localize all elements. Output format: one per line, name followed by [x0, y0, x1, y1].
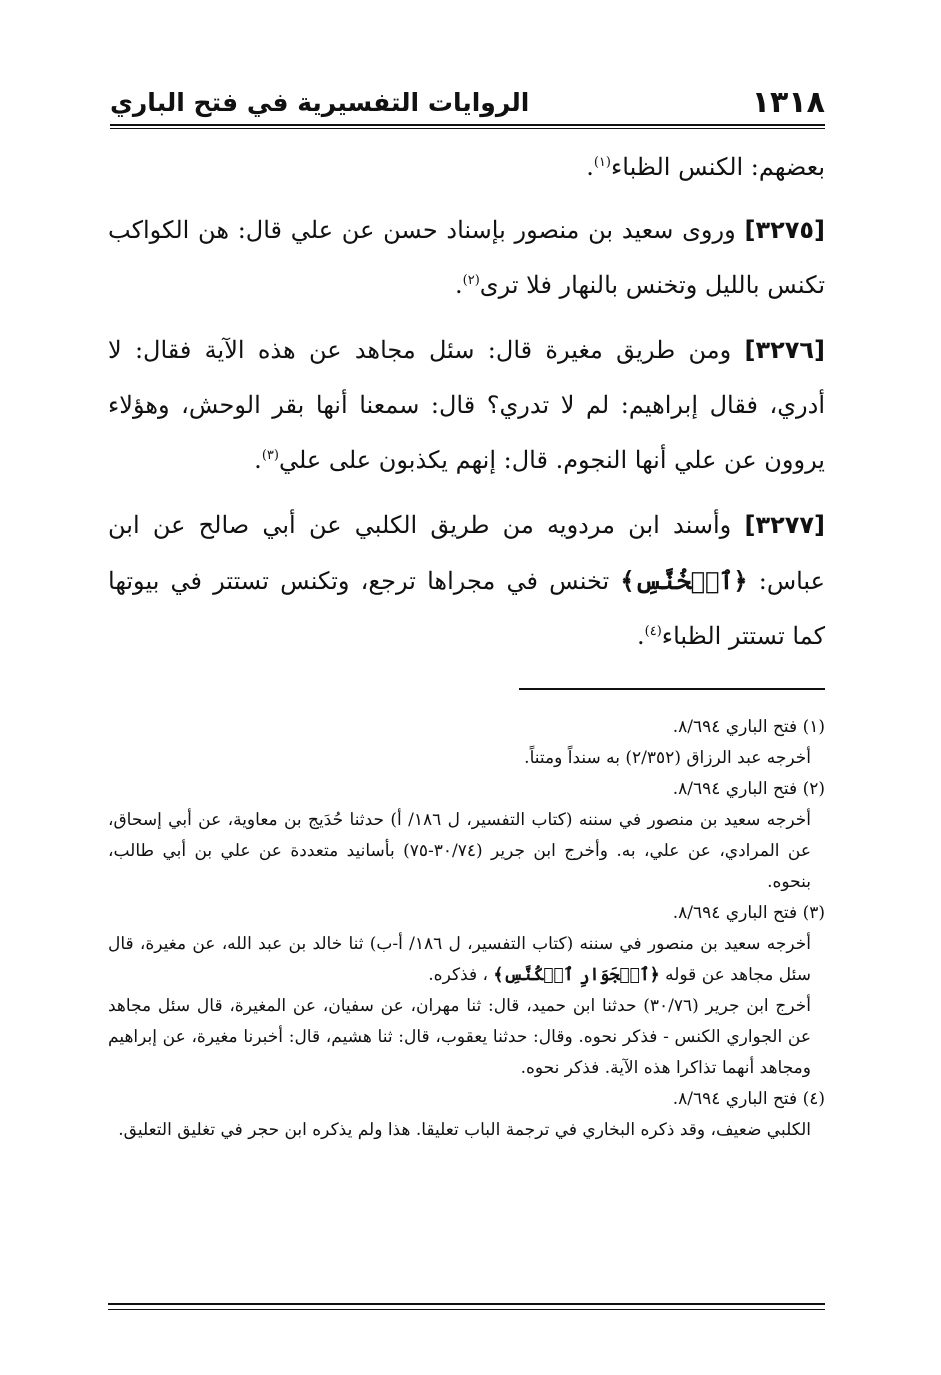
- footnote-4-body: الكلبي ضعيف، وقد ذكره البخاري في ترجمة الباب تعليقا. هذا ولم يذكره ابن حجر في تغليق التعليق.: [118, 1120, 811, 1140]
- footnote-3-body-2: أخرج ابن جرير (٣٠/٧٦) حدثنا ابن حميد، قال: ثنا مهران، عن سفيان، عن المغيرة، قال سئل مجاهد عن الجواري الكنس - فذكر نحوه. وقال: حدثنا يعقوب، قال: ثنا هشيم، قال: أخبرنا مغيرة، عن إبراهيم ومجاهد أنهما تذاكرا هذه الآية. فذكر نحوه.: [108, 996, 811, 1078]
- period: .: [637, 622, 645, 650]
- footnote-marker: (٤): [644, 624, 662, 639]
- narration-3276: [108, 323, 825, 488]
- paragraph-text: وأسند ابن مردويه من طريق الكلبي عن أبي صالح عن ابن عباس:: [108, 511, 825, 595]
- quran-quote: ﴿ٱلۡجَوَارِ ٱلۡكُنَّسِ﴾: [493, 965, 660, 985]
- narration-number: [٣٢٧٧]: [744, 511, 825, 539]
- main-text: [108, 140, 825, 674]
- footnote-4-head: (٤) فتح الباري ٨/٦٩٤.: [672, 1089, 825, 1109]
- period: .: [455, 271, 463, 299]
- header-rule-thin: [110, 128, 825, 129]
- bottom-rule: [108, 1303, 825, 1305]
- footnote-2-head: (٢) فتح الباري ٨/٦٩٤.: [672, 779, 825, 799]
- paragraph-continuation: [108, 140, 825, 195]
- footnotes: [108, 712, 825, 1146]
- bottom-rule-thin: [108, 1309, 825, 1310]
- footnote-3-body-1: [108, 929, 825, 991]
- paragraph-text: وروى سعيد بن منصور بإسناد حسن عن علي قال: هن الكواكب تكنس بالليل وتخنس بالنهار فلا ترى: [108, 216, 825, 299]
- period: .: [586, 153, 594, 181]
- page-header: [110, 82, 825, 122]
- footnote-marker: (١): [593, 155, 611, 170]
- footnote-text: أخرجه سعيد بن منصور في سننه (كتاب التفسير، ل ١٨٦/ أ-ب) ثنا خالد بن عبد الله، عن مغيرة، قال سئل مجاهد عن قوله: [108, 934, 811, 985]
- paragraph-text: ومن طريق مغيرة قال: سئل مجاهد عن هذه الآية فقال: لا أدري، فقال إبراهيم: لم لا تدري؟ قال: سمعنا أنها بقر الوحش، وهؤلاء يروون عن علي أنها النجوم. قال: إنهم يكذبون على علي: [108, 336, 825, 474]
- narration-3275: [108, 203, 825, 313]
- header-rule: [110, 124, 825, 126]
- page-number: ١٣١٨: [751, 85, 825, 120]
- footnote-text: ، فذكره.: [428, 965, 489, 985]
- paragraph-text: تخنس في مجراها ترجع، وتكنس تستتر في بيوتها كما تستتر الظباء: [108, 567, 825, 650]
- quran-quote: ﴿ٱلۡخُنَّسِ﴾: [620, 566, 748, 595]
- footnote-marker: (٢): [462, 273, 480, 288]
- footnote-2-body: أخرجه سعيد بن منصور في سننه (كتاب التفسير، ل ١٨٦/ أ) حدثنا حُدَيج بن معاوية، عن أبي إسحاق، عن المرادي، عن علي، به. وأخرج ابن جرير (٣٠/٧٤-٧٥) بأسانيد متعددة عن علي بن أبي طالب، بنحوه.: [108, 810, 811, 892]
- narration-3277: [108, 498, 825, 664]
- running-title: الروايات التفسيرية في فتح الباري: [110, 88, 530, 117]
- footnote-separator: [519, 688, 825, 690]
- footnote-1-body: أخرجه عبد الرزاق (٢/٣٥٢) به سنداً ومتناً.: [524, 748, 811, 768]
- footnote-marker: (٣): [261, 448, 279, 463]
- footnote-1-head: (١) فتح الباري ٨/٦٩٤.: [672, 717, 825, 737]
- footnote-3-head: (٣) فتح الباري ٨/٦٩٤.: [672, 903, 825, 923]
- paragraph-text: بعضهم: الكنس الظباء: [610, 153, 825, 181]
- narration-number: [٣٢٧٥]: [744, 216, 825, 244]
- period: .: [254, 446, 262, 474]
- narration-number: [٣٢٧٦]: [744, 336, 825, 364]
